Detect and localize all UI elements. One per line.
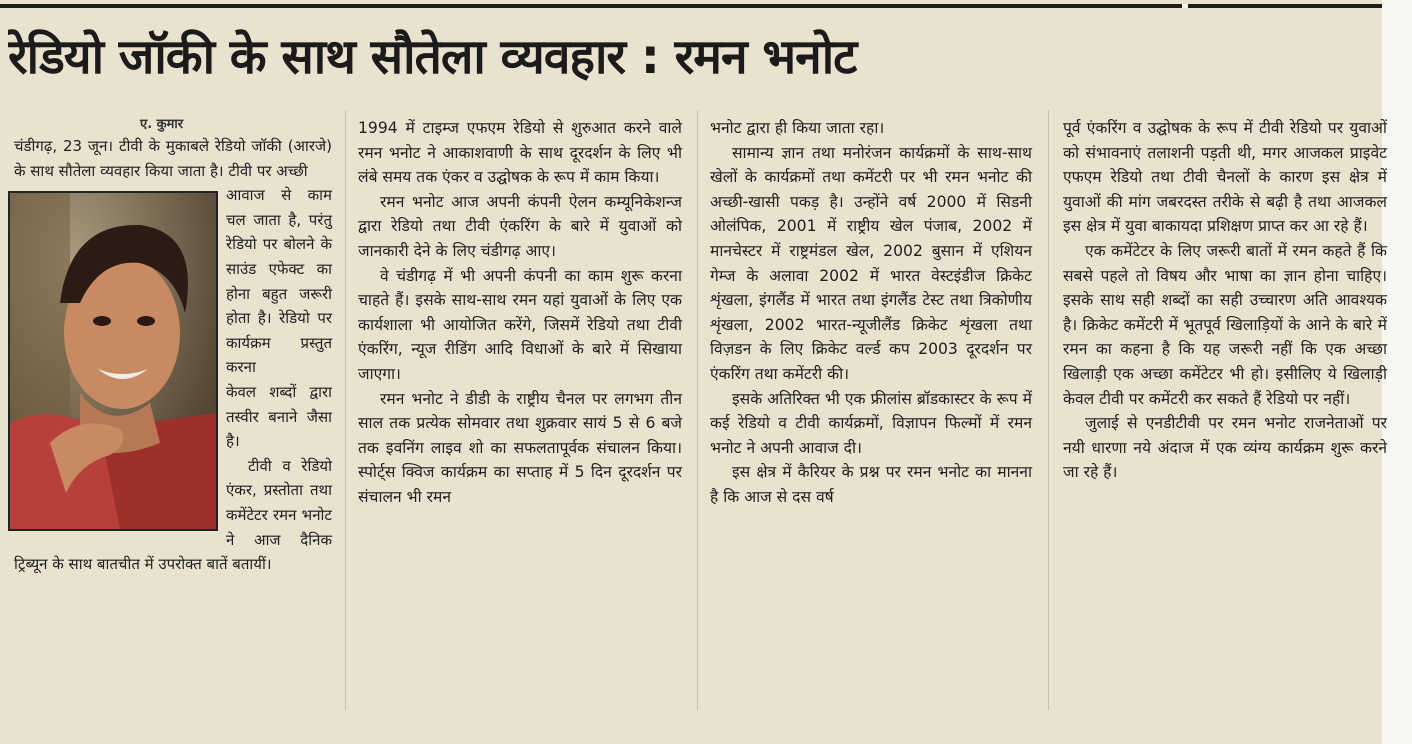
column-divider — [1048, 110, 1049, 710]
top-rule — [0, 4, 1412, 8]
article-paragraph: भनोट द्वारा ही किया जाता रहा। — [710, 119, 885, 137]
article-paragraph: इस क्षेत्र में कैरियर के प्रश्न पर रमन भनोट का मानना है कि आज से दस वर्ष — [710, 463, 1032, 506]
article-paragraph: 1994 में टाइम्ज एफएम रेडियो से शुरुआत करने वाले रमन भनोट ने आकाशवाणी के साथ दूरदर्शन के लिए भी लंबे समय तक एंकर व उद्घोषक के रूप में काम किया। — [358, 119, 682, 187]
byline: ए. कुमार — [140, 117, 184, 132]
article-paragraph: एक कमेंटेटर के लिए जरूरी बातों में रमन कहते हैं कि सबसे पहले तो विषय और भाषा का ज्ञान होना चाहिए। इसके साथ सही शब्दों का सही उच्चारण अति आवश्यक है। क्रिकेट कमेंटरी में भूतपूर्व खिलाड़ियों के आने के बारे में रमन का कहना है कि यह जरूरी नहीं कि एक अच्छा खिलाड़ी एक अच्छा कमेंटेटर भी हो। इसीलिए ये खिलाड़ी केवल टीवी पर कमेंटरी कर सकते हैं रेडियो पर नहीं। — [1063, 241, 1387, 408]
article-paragraph: रमन भनोट ने डीडी के राष्ट्रीय चैनल पर लगभग तीन साल तक प्रत्येक सोमवार तथा शुक्रवार सायं 5 से 6 बजे तक इवनिंग लाइव शो का सफलतापूर्वक संचालन किया। स्पोर्ट्स क्विज कार्यक्रम का सप्ताह में 5 दिन दूरदर्शन पर संचालन भी रमन — [358, 389, 682, 506]
article-paragraph: टीवी व रेडियो एंकर, प्रस्तोता तथा कमेंटेटर रमन भनोट ने आज दैनिक ट्रिब्यून के साथ बातचीत में उपरोक्त बातें बतायीं। — [14, 456, 332, 574]
photo-bottom-text: केवल शब्दों द्वारा तस्वीर बनाने जैसा है। — [226, 382, 332, 451]
column-divider — [345, 110, 346, 710]
photo-side-text: आवाज से काम चल जाता है, परंतु रेडियो पर बोलने के साउंड एफेक्ट का होना बहुत जरूरी होता है। रेडियो पर कार्यक्रम प्रस्तुत करना — [226, 186, 332, 377]
portrait-illustration — [10, 193, 216, 529]
column-divider — [697, 110, 698, 710]
article-column-3 — [710, 116, 1032, 510]
headline: रेडियो जॉकी के साथ सौतेला व्यवहार : रमन भनोट — [8, 29, 857, 85]
article-paragraph: वे चंडीगढ़ में भी अपनी कंपनी का काम शुरू करना चाहते हैं। इसके साथ-साथ रमन यहां युवाओं के लिए एक कार्यशाला भी आयोजित करेंगे, जिसमें रेडियो तथा टीवी एंकरिंग, न्यूज रीडिंग आदि विधाओं के बारे में सिखाया जाएगा। — [358, 266, 682, 383]
article-column-2 — [358, 116, 682, 510]
article-paragraph: जुलाई से एनडीटीवी पर रमन भनोट राजनेताओं पर नयी धारणा नये अंदाज में एक व्यंग्य कार्यक्रम शुरू करने जा रहे हैं। — [1063, 414, 1387, 482]
article-paragraph: पूर्व एंकरिंग व उद्घोषक के रूप में टीवी रेडियो पर युवाओं को संभावनाएं तलाशनी पड़ती थी, मगर आजकल प्राइवेट एफएम रेडियो तथा टीवी चैनलों के कारण इस क्षेत्र में युवाओं की मांग जबरदस्त तरीके से बढ़ी है तथा आजकल इस क्षेत्र में युवा बाकायदा प्रशिक्षण प्राप्त कर आ रहे हैं। — [1063, 119, 1387, 236]
article-column-1 — [14, 134, 332, 577]
article-intro: चंडीगढ़, 23 जून। टीवी के मुकाबले रेडियो जॉकी (आरजे) के साथ सौतेला व्यवहार किया जाता है। टीवी पर अच्छी — [14, 137, 332, 180]
article-column-4 — [1063, 116, 1387, 485]
article-paragraph: सामान्य ज्ञान तथा मनोरंजन कार्यक्रमों के साथ-साथ खेलों के कार्यक्रमों तथा कमेंटरी पर भी रमन भनोट की अच्छी-खासी पकड़ है। उन्होंने वर्ष 2000 में सिडनी ओलंपिक, 2001 में राष्ट्रीय खेल पंजाब, 2002 में मानचेस्टर में राष्ट्रमंडल खेल, 2002 बुसान में एशियन गेम्ज के अलावा 2002 में भारत वेस्टइंडीज क्रिकेट शृंखला, इंगलैंड में भारत तथा इंगलैंड टेस्ट तथा त्रिकोणीय शृंखला, 2002 भारत-न्यूजीलैंड क्रिकेट शृंखला तथा विज़डन के लिए क्रिकेट वर्ल्ड कप 2003 दूरदर्शन पर एंकरिंग तथा कमेंटरी की। — [710, 143, 1032, 383]
article-paragraph: रमन भनोट आज अपनी कंपनी ऐलन कम्यूनिकेशन्ज द्वारा रेडियो तथा टीवी एंकरिंग के बारे में युवाओं को जानकारी देने के लिए चंडीगढ़ आए। — [358, 192, 682, 260]
article-paragraph: इसके अतिरिक्त भी एक फ्रीलांस ब्रॉडकास्टर के रूप में कई रेडियो व टीवी कार्यक्रमों, विज्ञापन फिल्मों में रमन भनोट ने अपनी आवाज दी। — [710, 389, 1032, 457]
portrait-photo — [8, 191, 216, 531]
